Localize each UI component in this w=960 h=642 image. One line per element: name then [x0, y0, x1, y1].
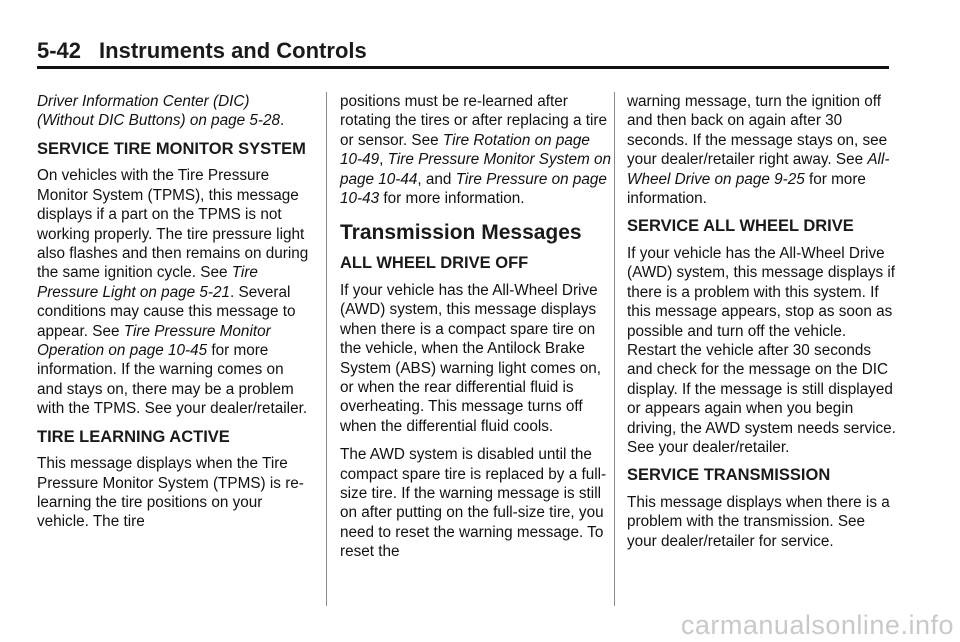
all-wheel-drive-link[interactable]: All-Wheel Drive on page 9-25 [627, 151, 890, 188]
paragraph-service-transmission: This message displays when there is a problem with the transmission. See your dealer/retailer for service. [627, 493, 890, 550]
column-1 [37, 92, 309, 541]
paragraph-awd-off-cont: warning message, turn the ignition off and then back on again after 30 seconds. If the message stays on, see your dealer/retailer right away. See All-Wheel Drive on page 9-25 for more information. [627, 93, 890, 208]
page-header [37, 38, 367, 64]
tpms-operation-link[interactable]: Tire Pressure Monitor Operation on page 10-45 [37, 322, 271, 359]
column-divider-1 [326, 92, 327, 606]
heading-awd-off: ALL WHEEL DRIVE OFF [340, 254, 529, 273]
tpms-link[interactable]: Tire Pressure Monitor System on page 10-44 [340, 151, 612, 188]
paragraph-service-awd: If your vehicle has the All-Wheel Drive (AWD) system, this message displays if there is a problem with this system. If this message appears, stop as soon as possible and turn off the vehicle. Restart the vehicle after 30 seconds and check for the message on the DIC display. If the message is still displayed or appears again when you begin driving, the AWD system needs service. See your dealer/retailer. [627, 244, 896, 456]
page-number: 5-42 [37, 38, 82, 63]
section-title: Instruments and Controls [99, 38, 367, 63]
tire-pressure-link[interactable]: Tire Pressure on page 10-43 [340, 170, 607, 208]
paragraph-awd-off-2: The AWD system is disabled until the compact spare tire is replaced by a full-size tire. If the warning message is still on after putting on the full-size tire, you need to reset the warning message. To reset the [340, 446, 607, 561]
heading-tire-learning-active: TIRE LEARNING ACTIVE [37, 427, 230, 446]
tire-rotation-link[interactable]: Tire Rotation on page 10-49 [340, 131, 590, 169]
heading-transmission-messages: Transmission Messages [340, 221, 582, 245]
paragraph-awd-off-1: If your vehicle has the All-Wheel Drive (AWD) system, this message displays when there is a compact spare tire on the vehicle, when the Antilock Brake System (ABS) warning light comes on, or when the rear differential fluid is overheating. This message turns off when the differential fluid cools. [340, 281, 601, 435]
watermark: carmanualsonline.info [680, 610, 954, 640]
header-rule [37, 66, 889, 69]
column-divider-2 [614, 92, 615, 606]
paragraph-tire-learning: This message displays when the Tire Pressure Monitor System (TPMS) is re-learning the tire positions on your vehicle. The tire [37, 455, 304, 531]
paragraph-tire-learning-cont: positions must be re-learned after rotating the tires or after replacing a tire or sensor. See Tire Rotation on page 10-49, Tire Pressure Monitor System on page 10-44, and Tire Pressure on page 10-43 for more information. [340, 93, 612, 208]
tire-pressure-light-link[interactable]: Tire Pressure Light on page 5-21 [37, 264, 258, 301]
column-3 [627, 92, 899, 560]
heading-service-awd: SERVICE ALL WHEEL DRIVE [627, 217, 854, 236]
column-2 [340, 92, 612, 571]
heading-service-tire-monitor: SERVICE TIRE MONITOR SYSTEM [37, 139, 306, 158]
dic-link[interactable]: Driver Information Center (DIC) (Without DIC Buttons) on page 5-28 [37, 93, 281, 130]
intro-paragraph: Driver Information Center (DIC) (Without DIC Buttons) on page 5-28. [37, 93, 285, 130]
heading-service-transmission: SERVICE TRANSMISSION [627, 466, 831, 485]
paragraph-service-tire-monitor: On vehicles with the Tire Pressure Monitor System (TPMS), this message displays if a part on the TPMS is not working properly. The tire pressure light also flashes and then remains on during the same ignition cycle. See Tire Pressure Light on page 5-21. Several conditions may cause this message to appear. See Tire Pressure Monitor Operation on page 10-45 for more information. If the warning comes on and stays on, there may be a problem with the TPMS. See your dealer/retailer. [37, 167, 309, 418]
